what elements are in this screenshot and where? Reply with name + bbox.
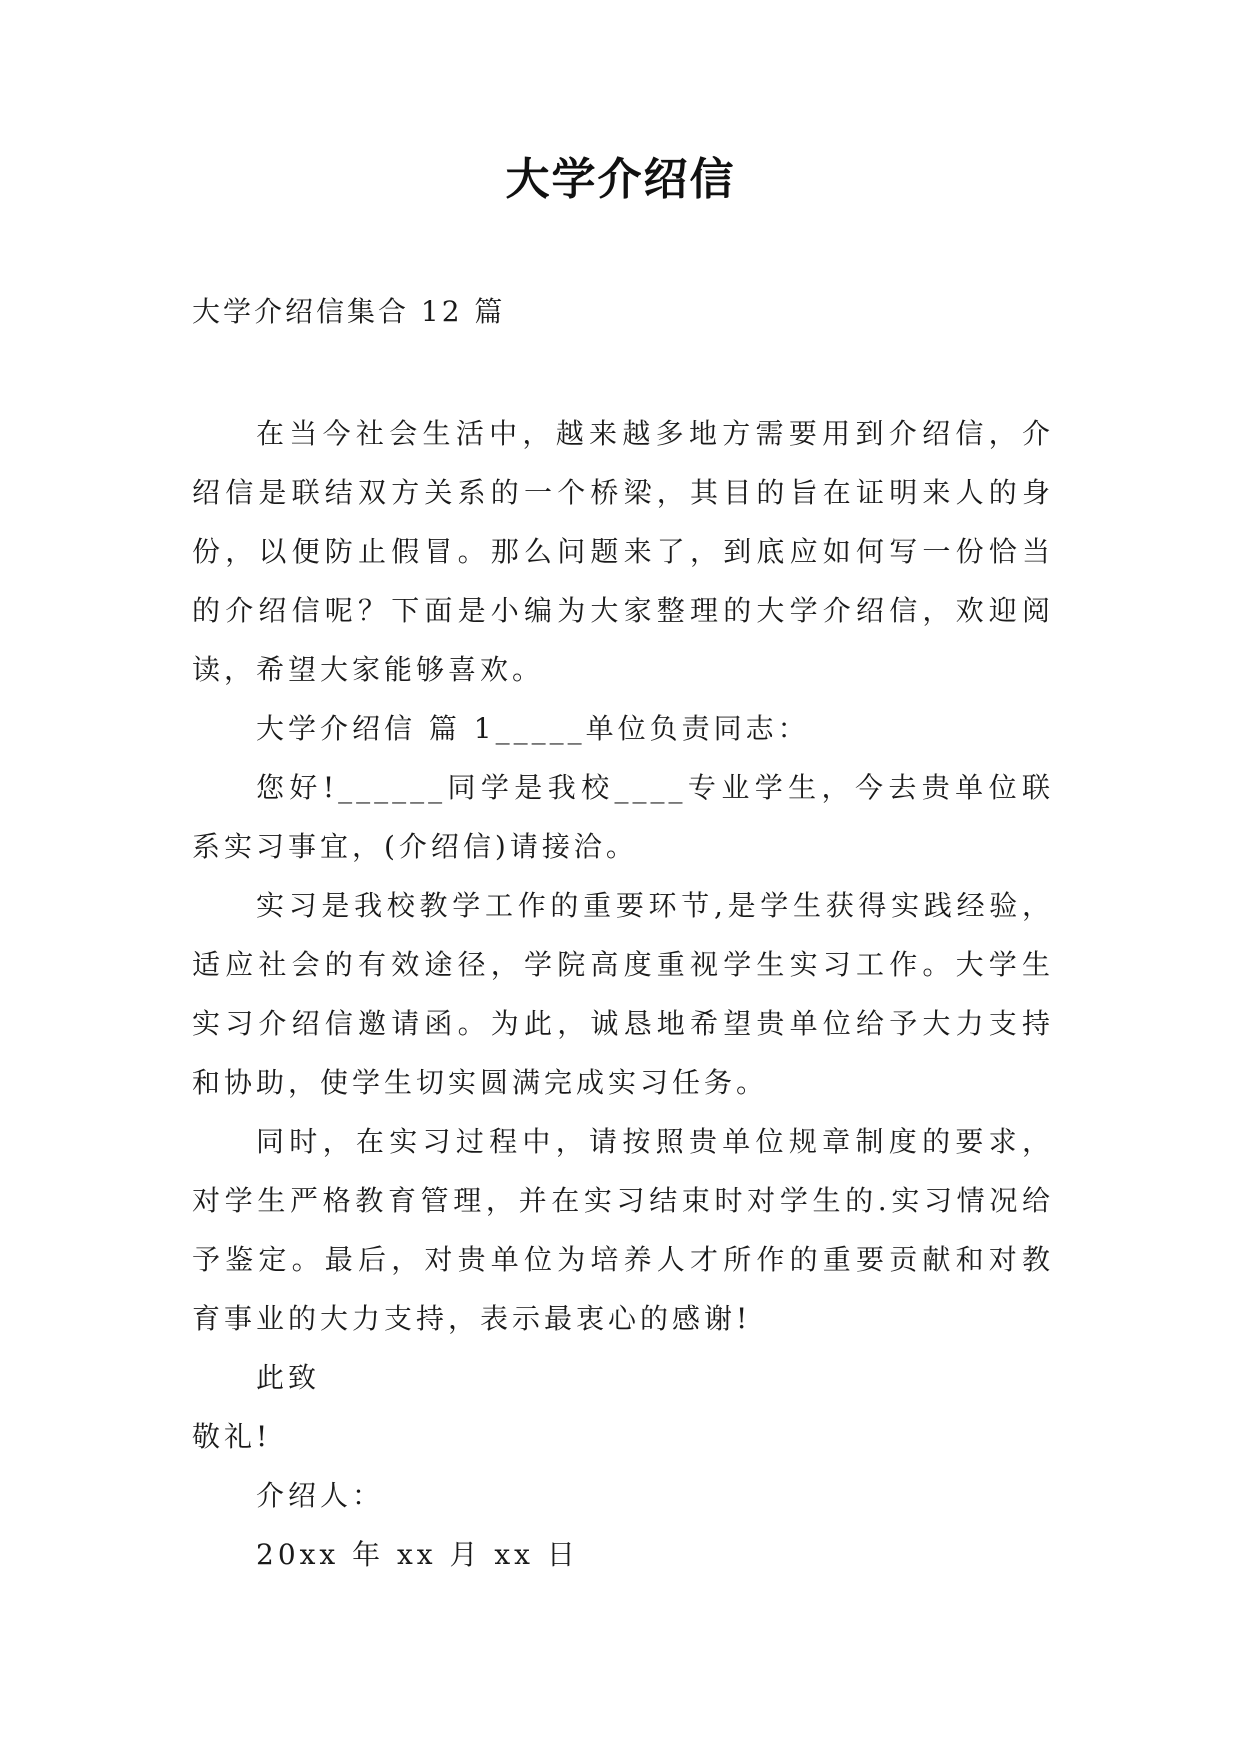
letter-heading: 大学介绍信 篇 1_____单位负责同志： [256,712,810,745]
closing-regards: 敬礼! [192,1420,272,1453]
closing-salutation: 此致 [256,1361,321,1394]
letter-greeting-paragraph: 您好!______同学是我校____专业学生，今去贵单位联系实习事宜，(介绍信)请接洽。 [192,771,1054,863]
letter-paragraph-2: 实习是我校教学工作的重要环节,是学生获得实践经验，适应社会的有效途径，学院高度重视学生实习工作。大学生实习介绍信邀请函。为此，诚恳地希望贵单位给予大力支持和协助，使学生切实圆满完成实习任务。 [192,889,1054,1099]
signer-line: 介绍人： [256,1479,385,1512]
document-body [192,404,1054,1584]
intro-paragraph: 在当今社会生活中，越来越多地方需要用到介绍信，介绍信是联结双方关系的一个桥梁，其目的旨在证明来人的身份，以便防止假冒。那么问题来了，到底应如何写一份恰当的介绍信呢？下面是小编为大家整理的大学介绍信，欢迎阅读，希望大家能够喜欢。 [192,417,1054,686]
letter-paragraph-3: 同时，在实习过程中，请按照贵单位规章制度的要求，对学生严格教育管理，并在实习结束时对学生的.实习情况给予鉴定。最后，对贵单位为培养人才所作的重要贡献和对教育事业的大力支持，表示最衷心的感谢! [192,1125,1054,1335]
date-line: 20xx 年 xx 月 xx 日 [256,1538,579,1571]
document-subtitle: 大学介绍信集合 12 篇 [192,295,506,328]
document-title: 大学介绍信 [505,154,736,205]
